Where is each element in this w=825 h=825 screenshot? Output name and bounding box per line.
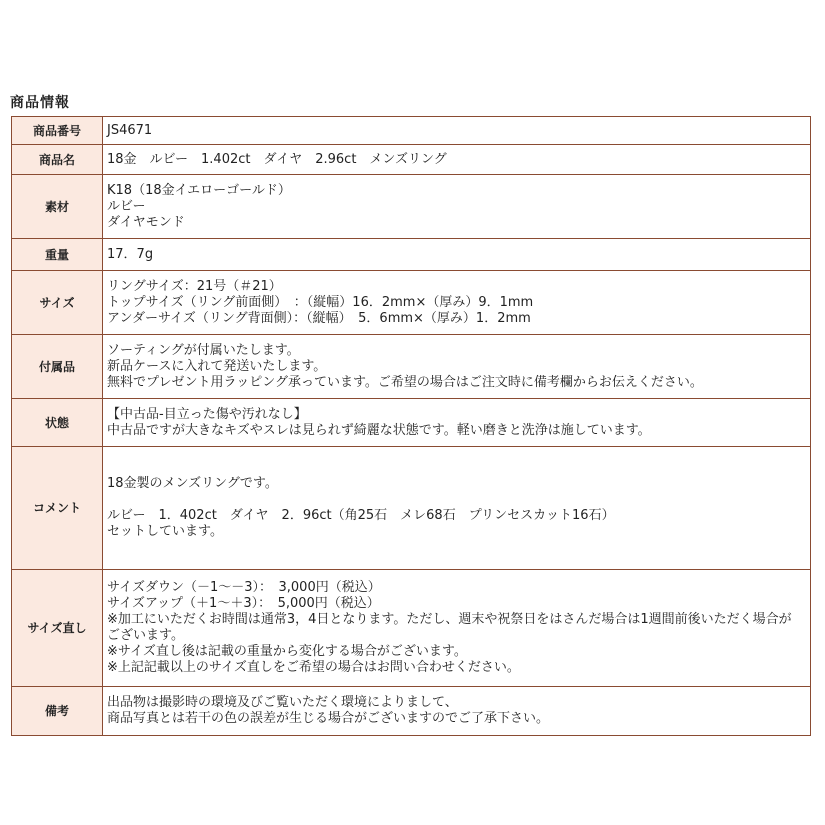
row-value: 出品物は撮影時の環境及びご覧いただく環境によりまして、 商品写真とは若干の色の誤差が生じる場合がございますのでご了承下さい。 xyxy=(103,687,811,736)
row-label: コメント xyxy=(12,447,103,570)
row-label: 素材 xyxy=(12,175,103,239)
row-condition xyxy=(12,399,811,447)
row-label: サイズ xyxy=(12,271,103,335)
row-value: 17．7g xyxy=(103,239,811,271)
row-label: サイズ直し xyxy=(12,570,103,687)
row-value: JS4671 xyxy=(103,117,811,145)
row-value: K18（18金イエローゴールド） ルビー ダイヤモンド xyxy=(103,175,811,239)
row-label: 商品名 xyxy=(12,145,103,175)
row-size xyxy=(12,271,811,335)
row-remarks xyxy=(12,687,811,736)
row-resizing xyxy=(12,570,811,687)
row-product-number xyxy=(12,117,811,145)
row-label: 重量 xyxy=(12,239,103,271)
row-label: 備考 xyxy=(12,687,103,736)
section-title: 商品情報 xyxy=(10,95,70,111)
row-weight xyxy=(12,239,811,271)
row-comment xyxy=(12,447,811,570)
row-value: 18金製のメンズリングです。 ルビー 1．402ct ダイヤ 2．96ct（角25石 メレ68石 プリンセスカット16石） セットしています。 xyxy=(103,447,811,570)
row-value: リングサイズ：21号（＃21） トップサイズ（リング前面側） ：（縦幅）16．2mm×（厚み）9．1mm アンダーサイズ（リング背面側）：（縦幅） 5．6mm×（厚み）1．2mm xyxy=(103,271,811,335)
product-info-table xyxy=(11,116,811,736)
row-value: 【中古品-目立った傷や汚れなし】 中古品ですが大きなキズやスレは見られず綺麗な状態です。軽い磨きと洗浄は施しています。 xyxy=(103,399,811,447)
row-material xyxy=(12,175,811,239)
row-value: 18金 ルビー 1.402ct ダイヤ 2.96ct メンズリング xyxy=(103,145,811,175)
row-value: ソーティングが付属いたします。 新品ケースに入れて発送いたします。 無料でプレゼント用ラッピング承っています。ご希望の場合はご注文時に備考欄からお伝えください。 xyxy=(103,335,811,399)
row-value: サイズダウン（－1～－3）： 3,000円（税込） サイズアップ（＋1～＋3）： 5,000円（税込） ※加工にいただくお時間は通常3，4日となります。ただし、週末や祝祭日をはさんだ場合は1週間前後いただく場合がございます。 ※サイズ直し後は記載の重量から変化する場合がございます。 ※上記記載以上のサイズ直しをご希望の場合はお問い合わせください。 xyxy=(103,570,811,687)
row-label: 商品番号 xyxy=(12,117,103,145)
row-accessories xyxy=(12,335,811,399)
row-product-name xyxy=(12,145,811,175)
row-label: 状態 xyxy=(12,399,103,447)
row-label: 付属品 xyxy=(12,335,103,399)
